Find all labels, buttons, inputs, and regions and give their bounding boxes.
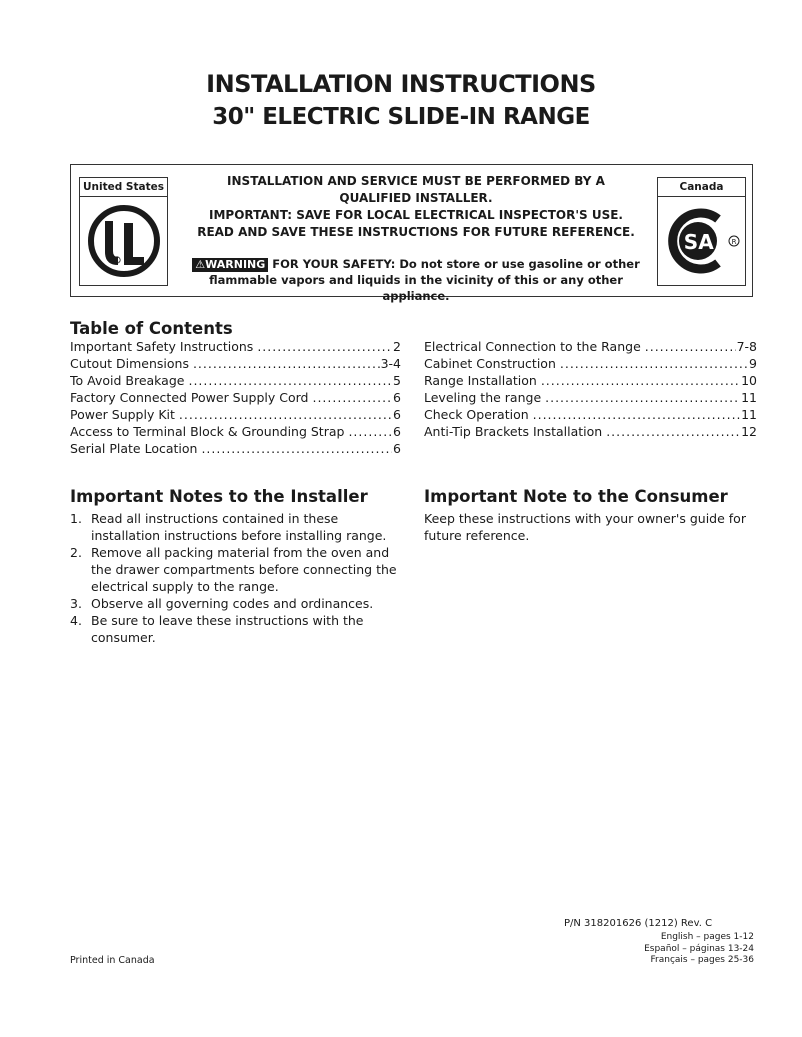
toc-right-column (424, 338, 757, 440)
toc-entry[interactable]: To Avoid Breakage ..... 5 (70, 372, 401, 389)
toc-entry[interactable]: Electrical Connection to the Range ..... 7-8 (424, 338, 757, 355)
document-title: INSTALLATION INSTRUCTIONS (206, 70, 596, 98)
language-entry: Español – páginas 13-24 (644, 943, 754, 954)
printed-in-label: Printed in Canada (70, 955, 155, 966)
toc-entry[interactable]: Power Supply Kit ..... 6 (70, 406, 401, 423)
safety-line: FOR YOUR SAFETY: Do not store or use gasoline or other (272, 257, 640, 271)
notice-line: INSTALLATION AND SERVICE MUST BE PERFORMED BY A (227, 174, 605, 188)
cert-ca-box (657, 177, 746, 286)
toc-entry[interactable]: Factory Connected Power Supply Cord ..... 6 (70, 389, 401, 406)
consumer-note-title: Important Note to the Consumer (424, 487, 728, 506)
language-page-index (644, 932, 754, 967)
list-item: 3. Observe all governing codes and ordinances. (70, 596, 374, 611)
csa-certified-icon (658, 197, 745, 285)
cert-us-label: United States (80, 178, 167, 197)
svg-text:S: S (683, 230, 698, 254)
svg-text:A: A (697, 230, 714, 254)
svg-text:R: R (731, 238, 736, 246)
notice-line: QUALIFIED INSTALLER. (339, 191, 493, 205)
warning-triangle-icon: ⚠ (195, 258, 206, 271)
ul-listed-icon (80, 197, 167, 285)
toc-entry[interactable]: Cutout Dimensions ..... 3-4 (70, 355, 401, 372)
notice-line: IMPORTANT: SAVE FOR LOCAL ELECTRICAL INSPECTOR'S USE. (209, 208, 623, 222)
safety-warning (181, 256, 651, 304)
svg-text:R: R (114, 258, 119, 264)
installation-notice-text (181, 173, 651, 241)
consumer-note-text: Keep these instructions with your owner's guide for future reference. (424, 511, 746, 543)
installation-notice-box (70, 164, 753, 303)
warning-badge: ⚠WARNING (192, 258, 268, 272)
part-number: P/N 318201626 (1212) Rev. C (564, 918, 713, 929)
safety-line: flammable vapors and liquids in the vicinity of this or any other appliance. (209, 273, 623, 303)
toc-entry[interactable]: Anti-Tip Brackets Installation ..... 12 (424, 423, 757, 440)
list-item: 4. Be sure to leave these instructions with the consumer. (70, 613, 364, 645)
toc-entry[interactable]: Serial Plate Location ..... 6 (70, 440, 401, 457)
list-item: 2. Remove all packing material from the oven and the drawer compartments before connecting the electrical supply to the range. (70, 545, 397, 594)
toc-entry[interactable]: Range Installation ..... 10 (424, 372, 757, 389)
toc-title: Table of Contents (70, 319, 233, 338)
installer-notes-title: Important Notes to the Installer (70, 487, 368, 506)
toc-entry[interactable]: Leveling the range ..... 11 (424, 389, 757, 406)
toc-left-column (70, 338, 401, 457)
notice-line: READ AND SAVE THESE INSTRUCTIONS FOR FUTURE REFERENCE. (197, 225, 635, 239)
toc-entry[interactable]: Check Operation ..... 11 (424, 406, 757, 423)
language-entry: English – pages 1-12 (660, 932, 754, 942)
list-item: 1. Read all instructions contained in these installation instructions before installing range. (70, 511, 387, 543)
document-subtitle: 30" ELECTRIC SLIDE-IN RANGE (212, 104, 590, 130)
language-entry: Français – pages 25-36 (650, 955, 754, 965)
cert-us-box (79, 177, 168, 286)
toc-entry[interactable]: Access to Terminal Block & Grounding Strap ..... 6 (70, 423, 401, 440)
toc-entry[interactable]: Important Safety Instructions ..... 2 (70, 338, 401, 355)
cert-ca-label: Canada (658, 178, 745, 197)
toc-entry[interactable]: Cabinet Construction ..... 9 (424, 355, 757, 372)
installer-notes-list (70, 510, 405, 646)
